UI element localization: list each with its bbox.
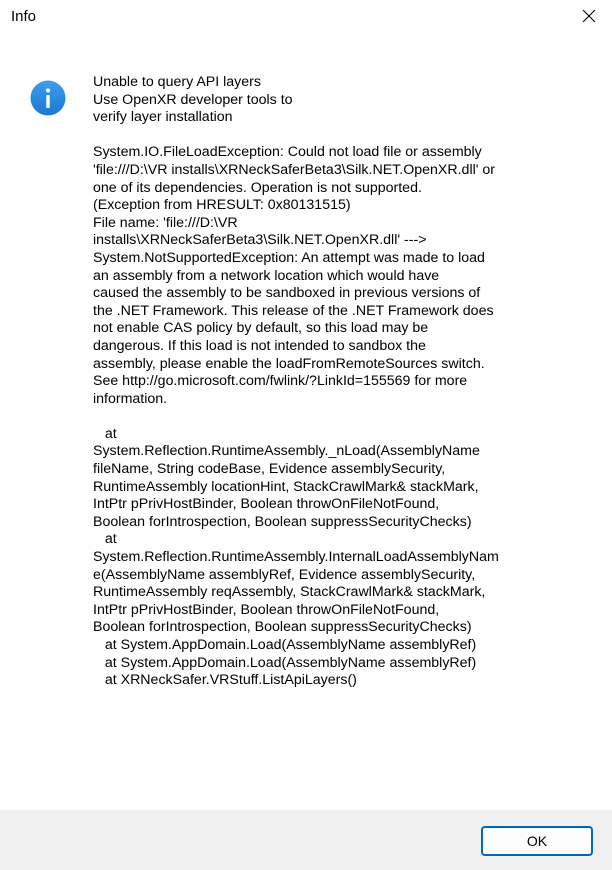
button-bar (0, 810, 612, 870)
error-message-text: Unable to query API layers Use OpenXR developer tools to verify layer installation System.IO.FileLoadException: Could not load file or assembly 'file:///D:\VR installs\XRNeckSaferBeta3\Silk.NET.OpenXR.dll' or one of its dependencies. Operation is not supported. (Exception from HRESULT: 0x80131515) File name: 'file:///D:\VR installs\XRNeckSaferBeta3\Silk.NET.OpenXR.dll' ---> System.NotSupportedException: An attempt was made to load an assembly from a network location which would have caused the assembly to be sandboxed in previous versions of the .NET Framework. This release of the .NET Framework does not enable CAS policy by default, so this load may be dangerous. If this load is not intended to sandbox the assembly, please enable the loadFromRemoteSources switch. See http://go.microsoft.com/fwlink/?LinkId=155569 for more information. at System.Reflection.RuntimeAssembly._nLoad(AssemblyName fileName, String codeBase, Evidence assemblySecurity, RuntimeAssembly locationHint, StackCrawlMark& stackMark, IntPtr pPrivHostBinder, Boolean throwOnFileNotFound, Boolean forIntrospection, Boolean suppressSecurityChecks) at System.Reflection.RuntimeAssembly.InternalLoadAssemblyNam e(AssemblyName assemblyRef, Evidence assemblySecurity, RuntimeAssembly reqAssembly, StackCrawlMark& stackMark, IntPtr pPrivHostBinder, Boolean throwOnFileNotFound, Boolean forIntrospection, Boolean suppressSecurityChecks) at System.AppDomain.Load(AssemblyName assemblyRef) at System.AppDomain.Load(AssemblyName assemblyRef) at XRNeckSafer.VRStuff.ListApiLayers() (93, 74, 499, 689)
info-icon (30, 80, 66, 116)
title-bar[interactable] (0, 0, 612, 38)
message-area (0, 38, 612, 810)
window-title: Info (11, 8, 37, 25)
ok-button[interactable]: OK (481, 826, 593, 856)
close-icon (582, 9, 596, 23)
close-button[interactable] (566, 0, 612, 32)
